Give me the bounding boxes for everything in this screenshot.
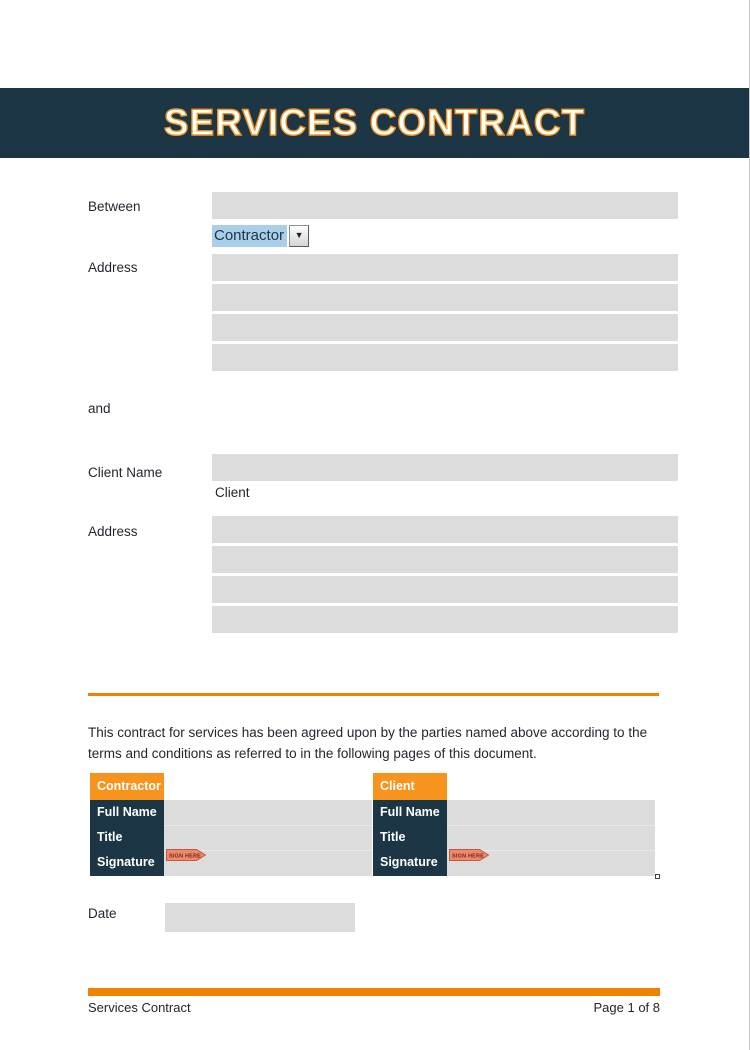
party-type-dropdown-value[interactable]: Contractor xyxy=(212,225,287,247)
address1-line1-field[interactable] xyxy=(212,254,678,281)
client-name-label: Client Name xyxy=(88,465,163,480)
between-field[interactable] xyxy=(212,192,678,219)
section-divider xyxy=(88,693,659,696)
address1-line4-field[interactable] xyxy=(212,344,678,371)
address2-line4-field[interactable] xyxy=(212,606,678,633)
party-type-dropdown[interactable] xyxy=(212,224,309,247)
client-table-header: Client xyxy=(373,773,447,800)
client-name-field[interactable] xyxy=(212,454,678,481)
client-fullname-field[interactable] xyxy=(447,800,655,825)
contractor-signature-label: Signature xyxy=(90,850,164,876)
table-row xyxy=(373,825,655,850)
client-fullname-label: Full Name xyxy=(373,800,447,825)
sign-here-stamp-icon[interactable] xyxy=(449,849,489,861)
title-band xyxy=(0,88,749,158)
table-resize-handle[interactable] xyxy=(655,874,660,879)
contractor-table-header: Contractor xyxy=(90,773,164,800)
table-row xyxy=(373,850,655,876)
contractor-fullname-label: Full Name xyxy=(90,800,164,825)
contractor-signature-table xyxy=(90,773,372,876)
date-field[interactable] xyxy=(165,903,355,932)
address-label-1: Address xyxy=(88,260,138,275)
contractor-fullname-field[interactable] xyxy=(164,800,372,825)
between-label: Between xyxy=(88,199,141,214)
sign-here-stamp-text: SIGN HERE xyxy=(452,853,485,860)
client-signature-label: Signature xyxy=(373,850,447,876)
footer xyxy=(88,1000,660,1015)
footer-doc-title: Services Contract xyxy=(88,1000,191,1015)
client-title-field[interactable] xyxy=(447,825,655,850)
party-type-dropdown-button[interactable] xyxy=(289,225,309,247)
page-title: SERVICES CONTRACT xyxy=(163,102,586,143)
footer-accent-bar xyxy=(88,988,660,996)
address2-line2-field[interactable] xyxy=(212,546,678,573)
date-label: Date xyxy=(88,906,117,921)
address1-line3-field[interactable] xyxy=(212,314,678,341)
table-row xyxy=(373,800,655,825)
table-row xyxy=(90,825,372,850)
sign-here-stamp-icon[interactable] xyxy=(166,849,206,861)
address2-line3-field[interactable] xyxy=(212,576,678,603)
client-title-label: Title xyxy=(373,825,447,850)
client-signature-table xyxy=(373,773,655,876)
chevron-down-icon: ▼ xyxy=(294,230,304,240)
contractor-title-field[interactable] xyxy=(164,825,372,850)
address-label-2: Address xyxy=(88,524,138,539)
table-row xyxy=(90,850,372,876)
contractor-title-label: Title xyxy=(90,825,164,850)
client-static-text: Client xyxy=(215,485,250,500)
address1-line2-field[interactable] xyxy=(212,284,678,311)
footer-page-indicator: Page 1 of 8 xyxy=(593,1000,660,1015)
sign-here-stamp-text: SIGN HERE xyxy=(169,853,202,860)
table-row xyxy=(90,800,372,825)
and-label: and xyxy=(88,401,111,416)
address2-line1-field[interactable] xyxy=(212,516,678,543)
agreement-paragraph: This contract for services has been agreed upon by the parties named above according to the terms and conditions as referred to in the following pages of this document. xyxy=(88,725,648,761)
